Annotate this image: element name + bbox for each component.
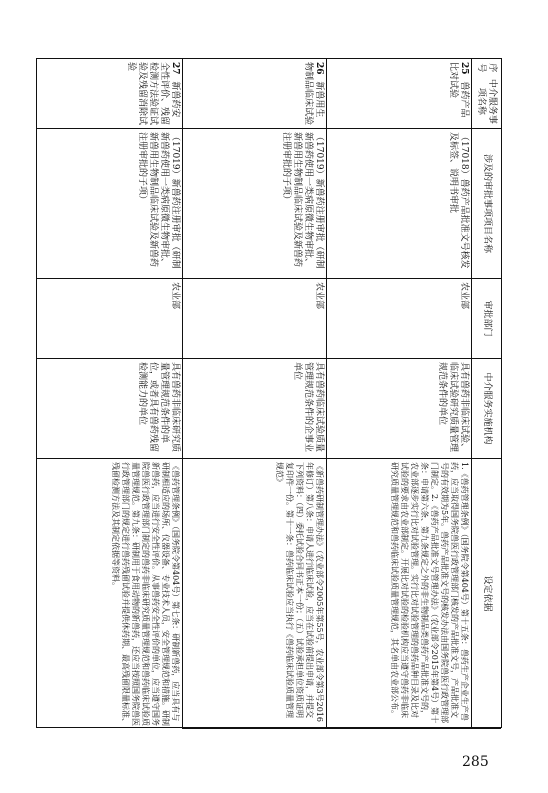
approval-dept: 农业部 — [182, 279, 327, 359]
row-26-no-service — [182, 59, 327, 129]
header-no: 序号 — [476, 63, 498, 73]
legal-basis: 1.《兽药管理条例》（国务院令第404号）第十五条：兽药生产企业生产兽药，应当取得国务院兽医行政管理部门核发的产品批准文号，产品批准文号的有效期为5年。兽药产品批准文号的核发办法由国务院兽医行政管理部门制定。2.《兽药产品批准文号管理办法》（农业部令2015年第4号）第十条：申请第六条、第九条规定之外的非生物制品类兽药产品批准文号的，农业部逐步实行比对试验管理。实行比对试验管理的兽药品种目录及比对试验的要求由农业部制定。开展比对试验的检验机构应当遵守兽药非临床研究质量管理规范和兽药临床试验质量管理规范，其名单由农业部公布。 — [326, 459, 471, 729]
approval-dept: 农业部 — [326, 279, 471, 359]
row-number: 27 — [169, 62, 180, 75]
approval-dept: 农业部 — [37, 279, 182, 359]
service-name: 新兽药安全性评价、残留检测方法验证试验及残留消除试验 — [125, 62, 180, 126]
service-name: 新兽用生物制品临床试验 — [303, 62, 325, 126]
header-agency: 中介服务实施机构 — [471, 359, 501, 459]
approval-table — [36, 58, 502, 728]
header-service: 中介服务事项名称 — [476, 78, 498, 124]
legal-basis: 《新兽药研制管理办法》（农业部令2005年第55号，农业部令第3号2016年修订）第八条：申请人进行临床试验，应当在试验前提出申请，并提交下列资料：（四）委托试验合同书正本一份；（五）试验承担单位资质证明复印件一份。第十一条：兽药临床试验应当执行《兽药临床试验质量管理规范》 — [182, 459, 327, 729]
row-number: 25 — [459, 62, 469, 75]
service-agency: 具有兽药非临床研究质量管理规范条件的单位，或者具有兽药残留检测能力的单位 — [37, 359, 182, 459]
header-basis: 设定依据 — [471, 459, 501, 729]
row-25-no-service — [326, 59, 471, 129]
approval-item: （17019）新兽药注册审批（研制新兽药使用一类病原微生物审批、新兽用生物制品临床试验及新兽药注册审批的子项） — [182, 129, 327, 279]
service-agency: 具有兽药非临床试验、临床试验研究质量管理规范条件的单位 — [326, 359, 471, 459]
legal-basis: 《兽药管理条例》（国务院令第404号）第七条：研制新兽药，应当具有与研制相适应的场所、仪器设备、专业技术人员，安全管理规范和措施。研制新兽药，应当进行安全性评价。从事兽药安全性评价的单位，应当遵守国务院兽医行政管理部门制定的兽药非临床研究质量管理规范和兽药临床试验质量管理规范。第九条：研制用于食用动物的新兽药，还应当按照国务院兽医行政管理部门的规定进行兽药残留试验并提供休药期、最高残留限量标准、残留检测方法及其制定依据等资料。 — [110, 462, 180, 726]
approval-item: （17018）兽药产品批准文号核发及标签、说明书审批 — [326, 129, 471, 279]
row-27-no-service — [37, 59, 182, 129]
service-agency: 具有兽药临床试验质量管理规范条件的企事业单位 — [182, 359, 327, 459]
header-item: 涉及的审批事项项目名称 — [471, 129, 501, 279]
service-name: 兽药产品比对试验 — [448, 62, 469, 118]
header-combined-no-service — [471, 59, 501, 129]
header-dept: 审批部门 — [471, 279, 501, 359]
approval-item: （17019）新兽药注册审批（研制新兽药使用一类病原微生物审批、新兽用生物制品临床试验及新兽药注册审批的子项） — [37, 129, 182, 279]
row-number: 26 — [314, 62, 325, 75]
page-number: 285 — [462, 754, 489, 770]
